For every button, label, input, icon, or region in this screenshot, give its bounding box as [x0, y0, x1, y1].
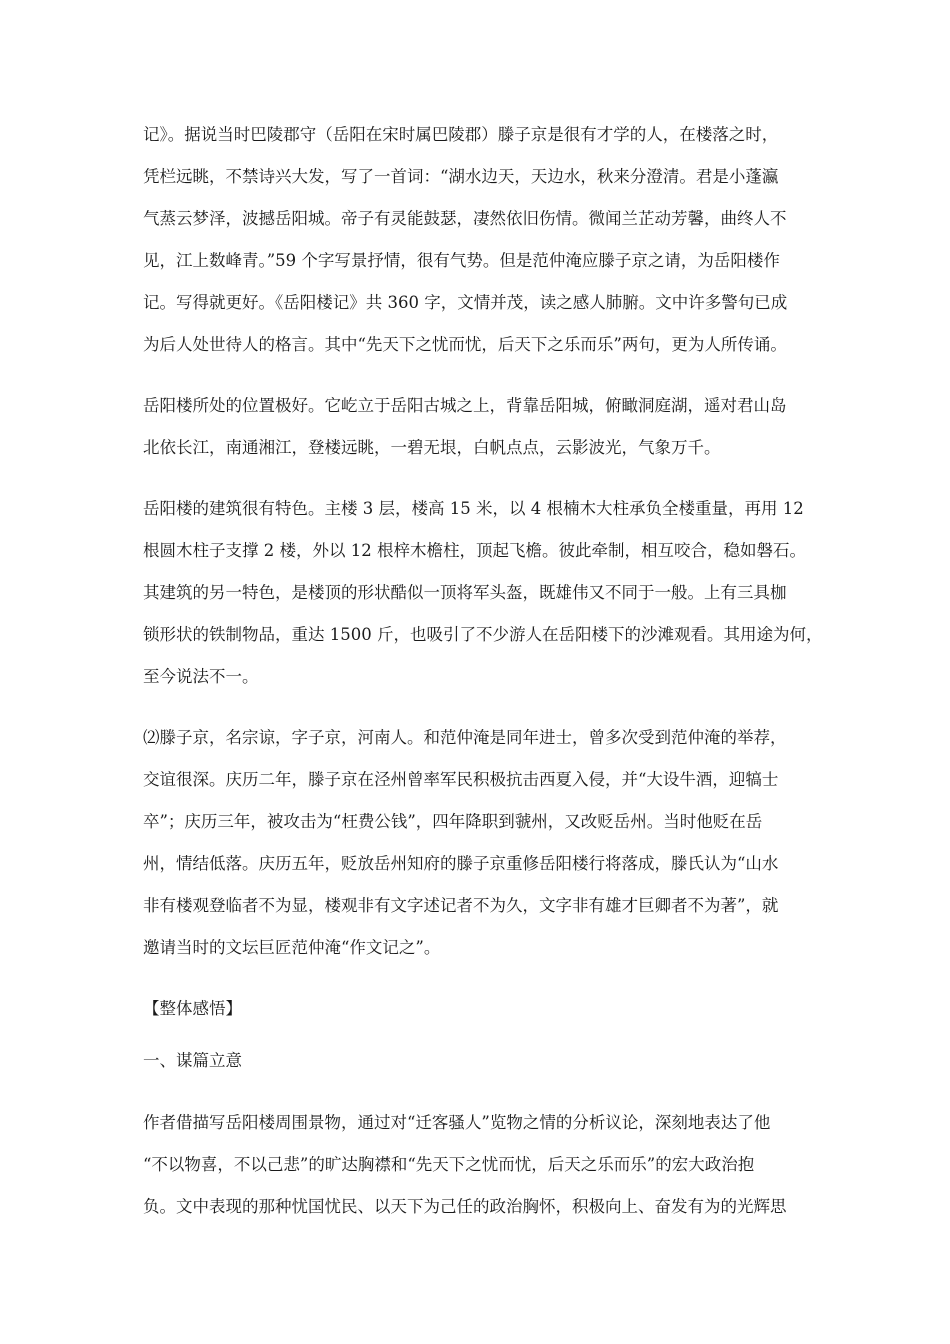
text-line: ⑵滕子京，名宗谅，字子京，河南人。和范仲淹是同年进士，曾多次受到范仲淹的举荐， [143, 728, 787, 747]
text-line: 见，江上数峰青。”59 个字写景抒情，很有气势。但是范仲淹应滕子京之请，为岳阳楼作 [143, 251, 780, 270]
text-line: 至今说法不一。 [143, 667, 259, 686]
text-line: 负。文中表现的那种忧国忧民、以天下为己任的政治胸怀，积极向上、奋发有为的光辉思 [143, 1197, 787, 1216]
text-line: 卒”；庆历三年，被攻击为“枉费公钱”，四年降职到虢州，又改贬岳州。当时他贬在岳 [143, 812, 763, 831]
text-line: “不以物喜，不以己悲”的旷达胸襟和“先天下之忧而忧，后天之乐而乐”的宏大政治抱 [143, 1155, 755, 1174]
text-line: 记》。据说当时巴陵郡守（岳阳在宋时属巴陵郡）滕子京是很有才学的人，在楼落之时， [143, 125, 779, 144]
text-line: 岳阳楼的建筑很有特色。主楼 3 层，楼高 15 米，以 4 根楠木大柱承负全楼重量，再用 12 [143, 499, 804, 518]
text-line: 为后人处世待人的格言。其中“先天下之忧而忧，后天下之乐而乐”两句，更为人所传诵。 [143, 335, 787, 354]
text-line: 岳阳楼所处的位置极好。它屹立于岳阳古城之上，背靠岳阳城，俯瞰洞庭湖，遥对君山岛 [143, 396, 787, 415]
text-line: 凭栏远眺，不禁诗兴大发，写了一首词：“湖水边天，天边水，秋来分澄清。君是小蓬瀛 [143, 167, 779, 186]
text-line: 根圆木柱子支撑 2 楼，外以 12 根梓木檐柱，顶起飞檐。彼此牵制，相互咬合，稳如磐石。 [143, 541, 806, 560]
text-line: 作者借描写岳阳楼周围景物，通过对“迁客骚人”览物之情的分析议论，深刻地表达了他 [143, 1113, 771, 1132]
text-line: 其建筑的另一特色，是楼顶的形状酷似一顶将军头盔，既雄伟又不同于一般。上有三具枷 [143, 583, 787, 602]
text-line: 北依长江，南通湘江，登楼远眺，一碧无垠，白帆点点，云影波光，气象万千。 [143, 438, 721, 457]
text-line: 记。写得就更好。《岳阳楼记》共 360 字，文情并茂，读之感人肺腑。文中许多警句已成 [143, 293, 788, 312]
text-line: 非有楼观登临者不为显，楼观非有文字述记者不为久，文字非有雄才巨卿者不为著”，就 [143, 896, 779, 915]
section-heading: 【整体感悟】 [143, 999, 242, 1018]
text-line: 气蒸云梦泽，波撼岳阳城。帝子有灵能鼓瑟，凄然依旧伤情。微闻兰芷动芳馨，曲终人不 [143, 209, 787, 228]
text-line: 邀请当时的文坛巨匠范仲淹“作文记之”。 [143, 938, 441, 957]
text-line: 锁形状的铁制物品，重达 1500 斤，也吸引了不少游人在岳阳楼下的沙滩观看。其用途为何， [143, 625, 823, 644]
text-line: 州，情结低落。庆历五年，贬放岳州知府的滕子京重修岳阳楼行将落成，滕氏认为“山水 [143, 854, 779, 873]
text-line: 交谊很深。庆历二年，滕子京在泾州曾率军民积极抗击西夏入侵，并“大设牛酒，迎犒士 [143, 770, 779, 789]
subsection-heading: 一、谋篇立意 [143, 1051, 242, 1070]
